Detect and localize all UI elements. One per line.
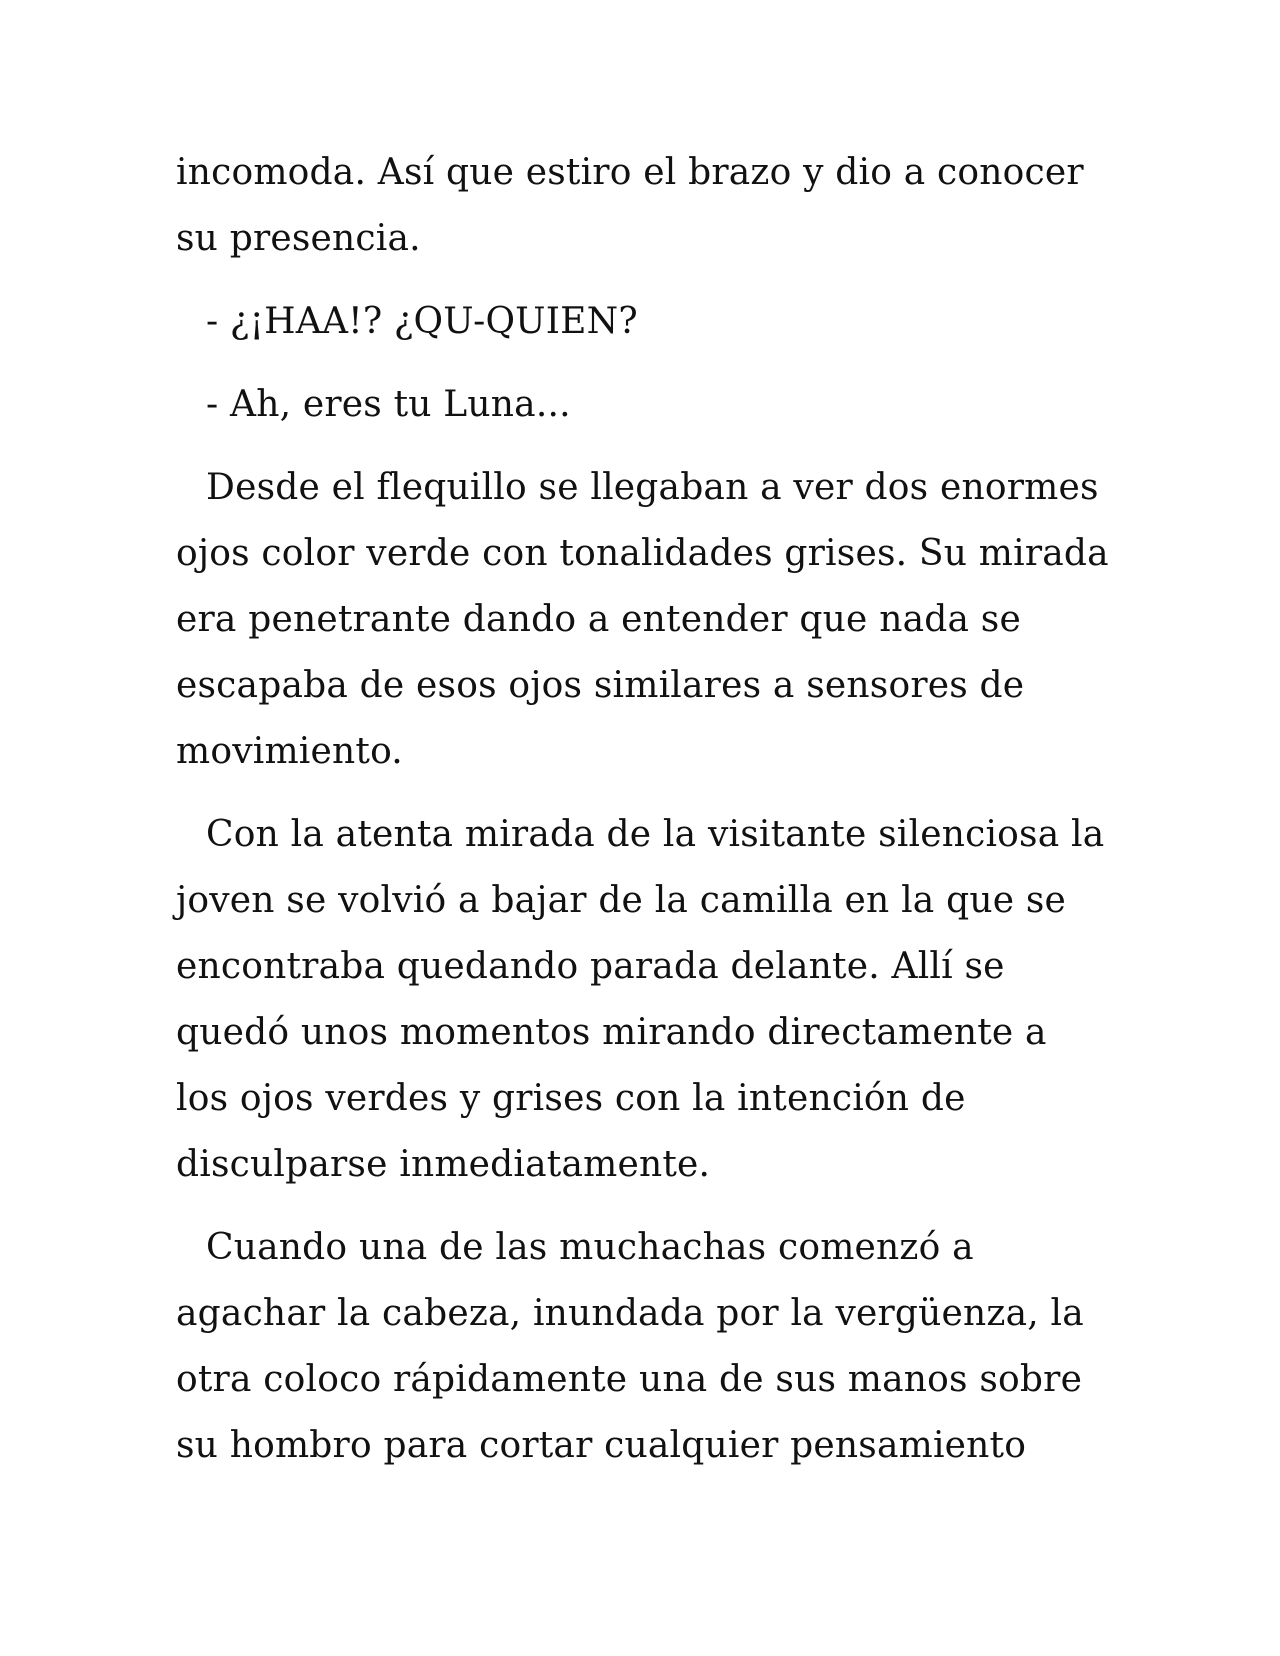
text-line: ojos color verde con tonalidades grises. Su mirada <box>176 533 1109 574</box>
text-line: incomoda. Así que estiro el brazo y dio a conocer <box>176 152 1084 193</box>
text-line: encontraba quedando parada delante. Allí se <box>176 946 1005 987</box>
text-line: escapaba de esos ojos similares a sensores de <box>176 665 1025 706</box>
text-line: su presencia. <box>176 218 421 259</box>
text-line: agachar la cabeza, inundada por la vergüenza, la <box>176 1293 1084 1334</box>
text-line: movimiento. <box>176 731 403 772</box>
text-line: joven se volvió a bajar de la camilla en la que se <box>176 880 1067 921</box>
paragraph <box>176 455 1116 785</box>
text-line: su hombro para cortar cualquier pensamiento <box>176 1425 1027 1466</box>
text-line: quedó unos momentos mirando directamente a <box>176 1012 1047 1053</box>
paragraph <box>176 802 1116 1198</box>
text-line: los ojos verdes y grises con la intención de <box>176 1078 966 1119</box>
body-text <box>176 140 1116 1479</box>
paragraph <box>176 1215 1116 1479</box>
text-line: disculparse inmediatamente. <box>176 1144 711 1185</box>
text-line: otra coloco rápidamente una de sus manos sobre <box>176 1359 1083 1400</box>
text-line: - Ah, eres tu Luna... <box>206 384 571 425</box>
paragraph <box>176 140 1116 272</box>
text-line: - ¿¡HAA!? ¿QU-QUIEN? <box>206 301 638 342</box>
text-line: Con la atenta mirada de la visitante silenciosa la <box>206 814 1105 855</box>
dialogue-line <box>176 372 1116 438</box>
text-line: era penetrante dando a entender que nada se <box>176 599 1021 640</box>
text-line: Cuando una de las muchachas comenzó a <box>206 1227 974 1268</box>
text-line: Desde el flequillo se llegaban a ver dos enormes <box>206 467 1099 508</box>
dialogue-line <box>176 289 1116 355</box>
